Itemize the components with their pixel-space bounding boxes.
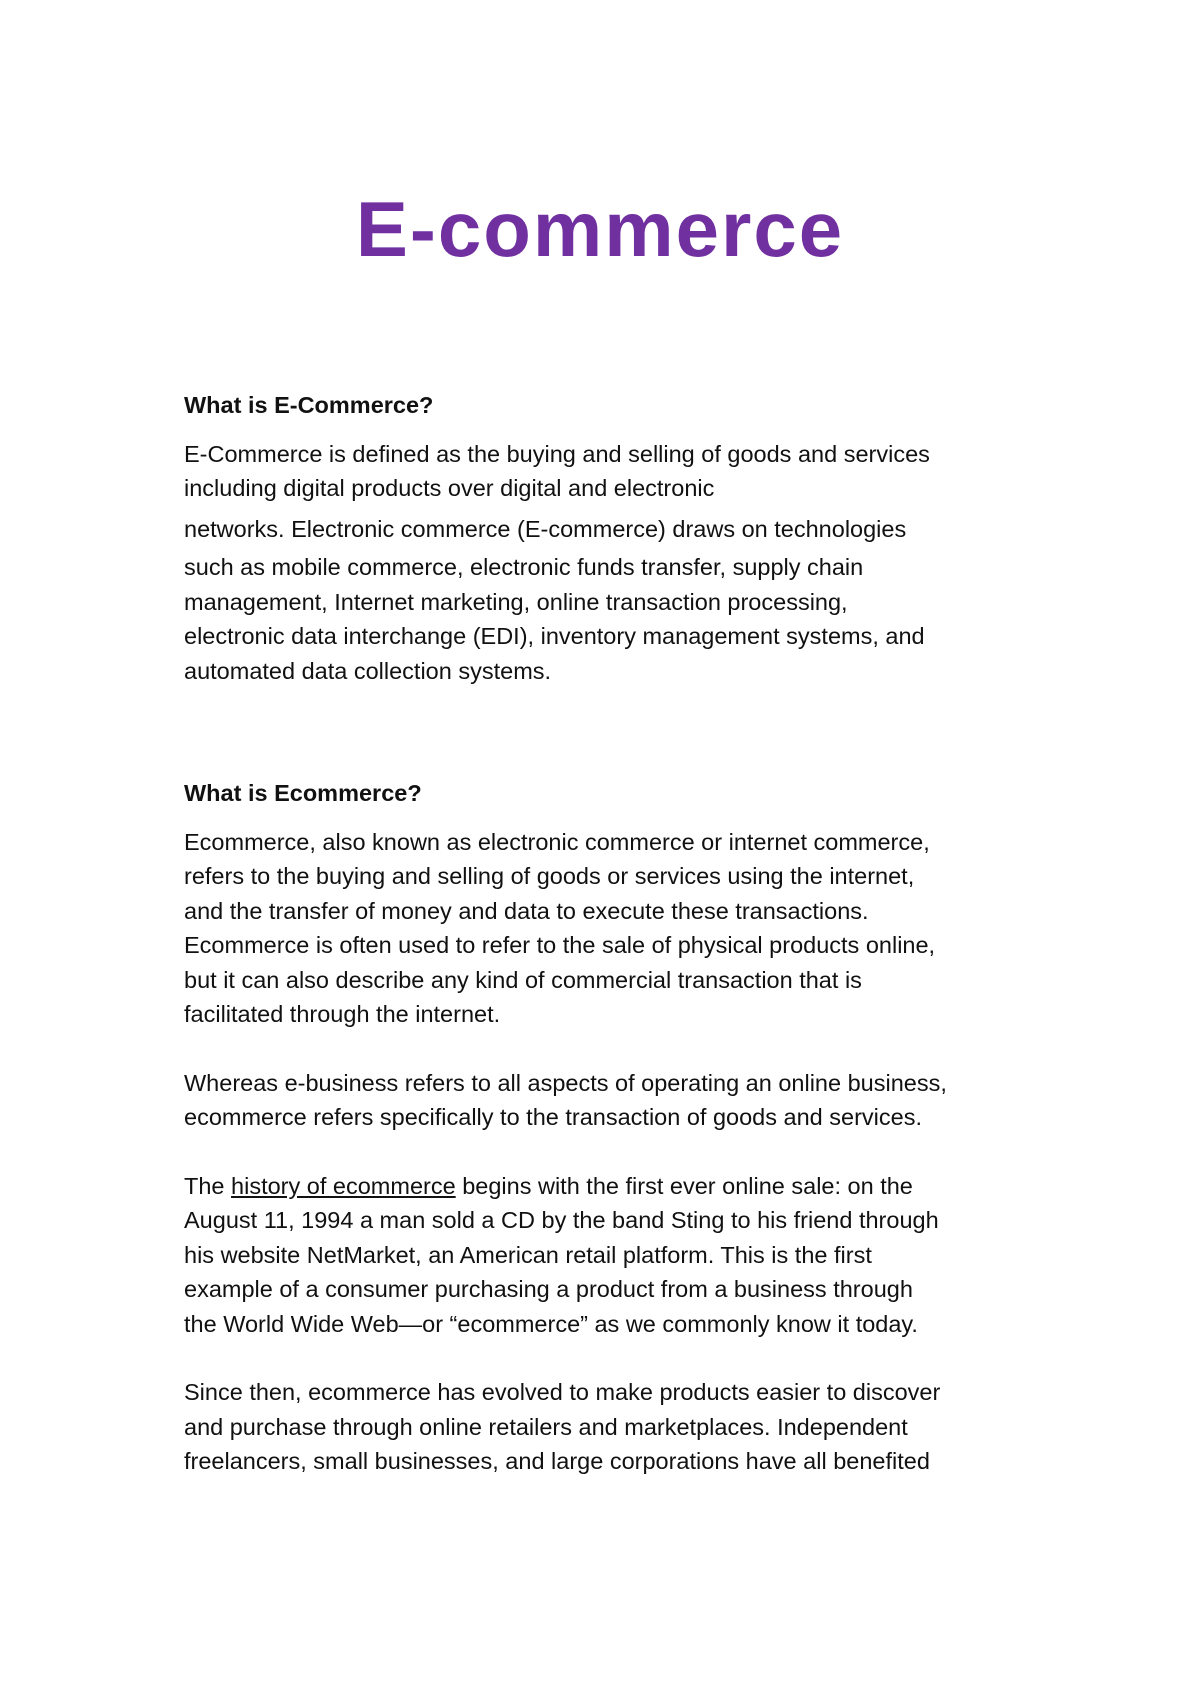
text-line: facilitated through the internet. [184,1001,501,1027]
document-body [184,388,1044,1479]
text-line: management, Internet marketing, online transaction processing, [184,588,848,615]
text-line: E-Commerce is defined as the buying and selling of goods and services [184,440,930,467]
text-line: automated data collection systems. [184,657,552,684]
text-line [184,1169,1044,1204]
text-line: August 11, 1994 a man sold a CD by the band Sting to his friend through [184,1207,939,1233]
history-of-ecommerce-link[interactable]: history of ecommerce [231,1172,456,1199]
section1-heading: What is E-Commerce? [184,392,434,418]
section2-paragraph-2 [184,1066,1044,1135]
text-line: such as mobile commerce, electronic funds transfer, supply chain [184,554,864,580]
text-line: refers to the buying and selling of goods or services using the internet, [184,863,915,889]
text-line: Ecommerce is often used to refer to the sale of physical products online, [184,932,936,958]
text-line: but it can also describe any kind of commercial transaction that is [184,966,862,993]
document-title: E-commerce [355,185,845,273]
text-line: ecommerce refers specifically to the transaction of goods and services. [184,1104,922,1130]
text-line: the World Wide Web—or “ecommerce” as we commonly know it today. [184,1310,918,1337]
text-line: Since then, ecommerce has evolved to make products easier to discover [184,1379,941,1405]
text-fragment: The [184,1172,232,1199]
section2-paragraph-3 [184,1169,1044,1342]
text-line: electronic data interchange (EDI), inventory management systems, and [184,623,925,649]
text-line: Whereas e-business refers to all aspects of operating an online business, [184,1069,947,1096]
text-fragment: begins with the first ever online sale: on the [455,1172,913,1199]
section1-paragraph [184,437,1044,689]
text-line: networks. Electronic commerce (E-commerce) draws on technologies [184,515,907,542]
text-line: including digital products over digital and electronic [184,475,715,501]
section2-heading: What is Ecommerce? [184,780,422,806]
text-line: and the transfer of money and data to execute these transactions. [184,897,869,924]
text-line: Ecommerce, also known as electronic commerce or internet commerce, [184,828,930,855]
section2-paragraph-4 [184,1375,1044,1479]
text-line: and purchase through online retailers and marketplaces. Independent [184,1413,908,1440]
section2-paragraph-1 [184,825,1044,1032]
text-line: example of a consumer purchasing a product from a business through [184,1276,913,1302]
text-line: his website NetMarket, an American retail platform. This is the first [184,1241,872,1268]
text-line: freelancers, small businesses, and large corporations have all benefited [184,1448,930,1474]
